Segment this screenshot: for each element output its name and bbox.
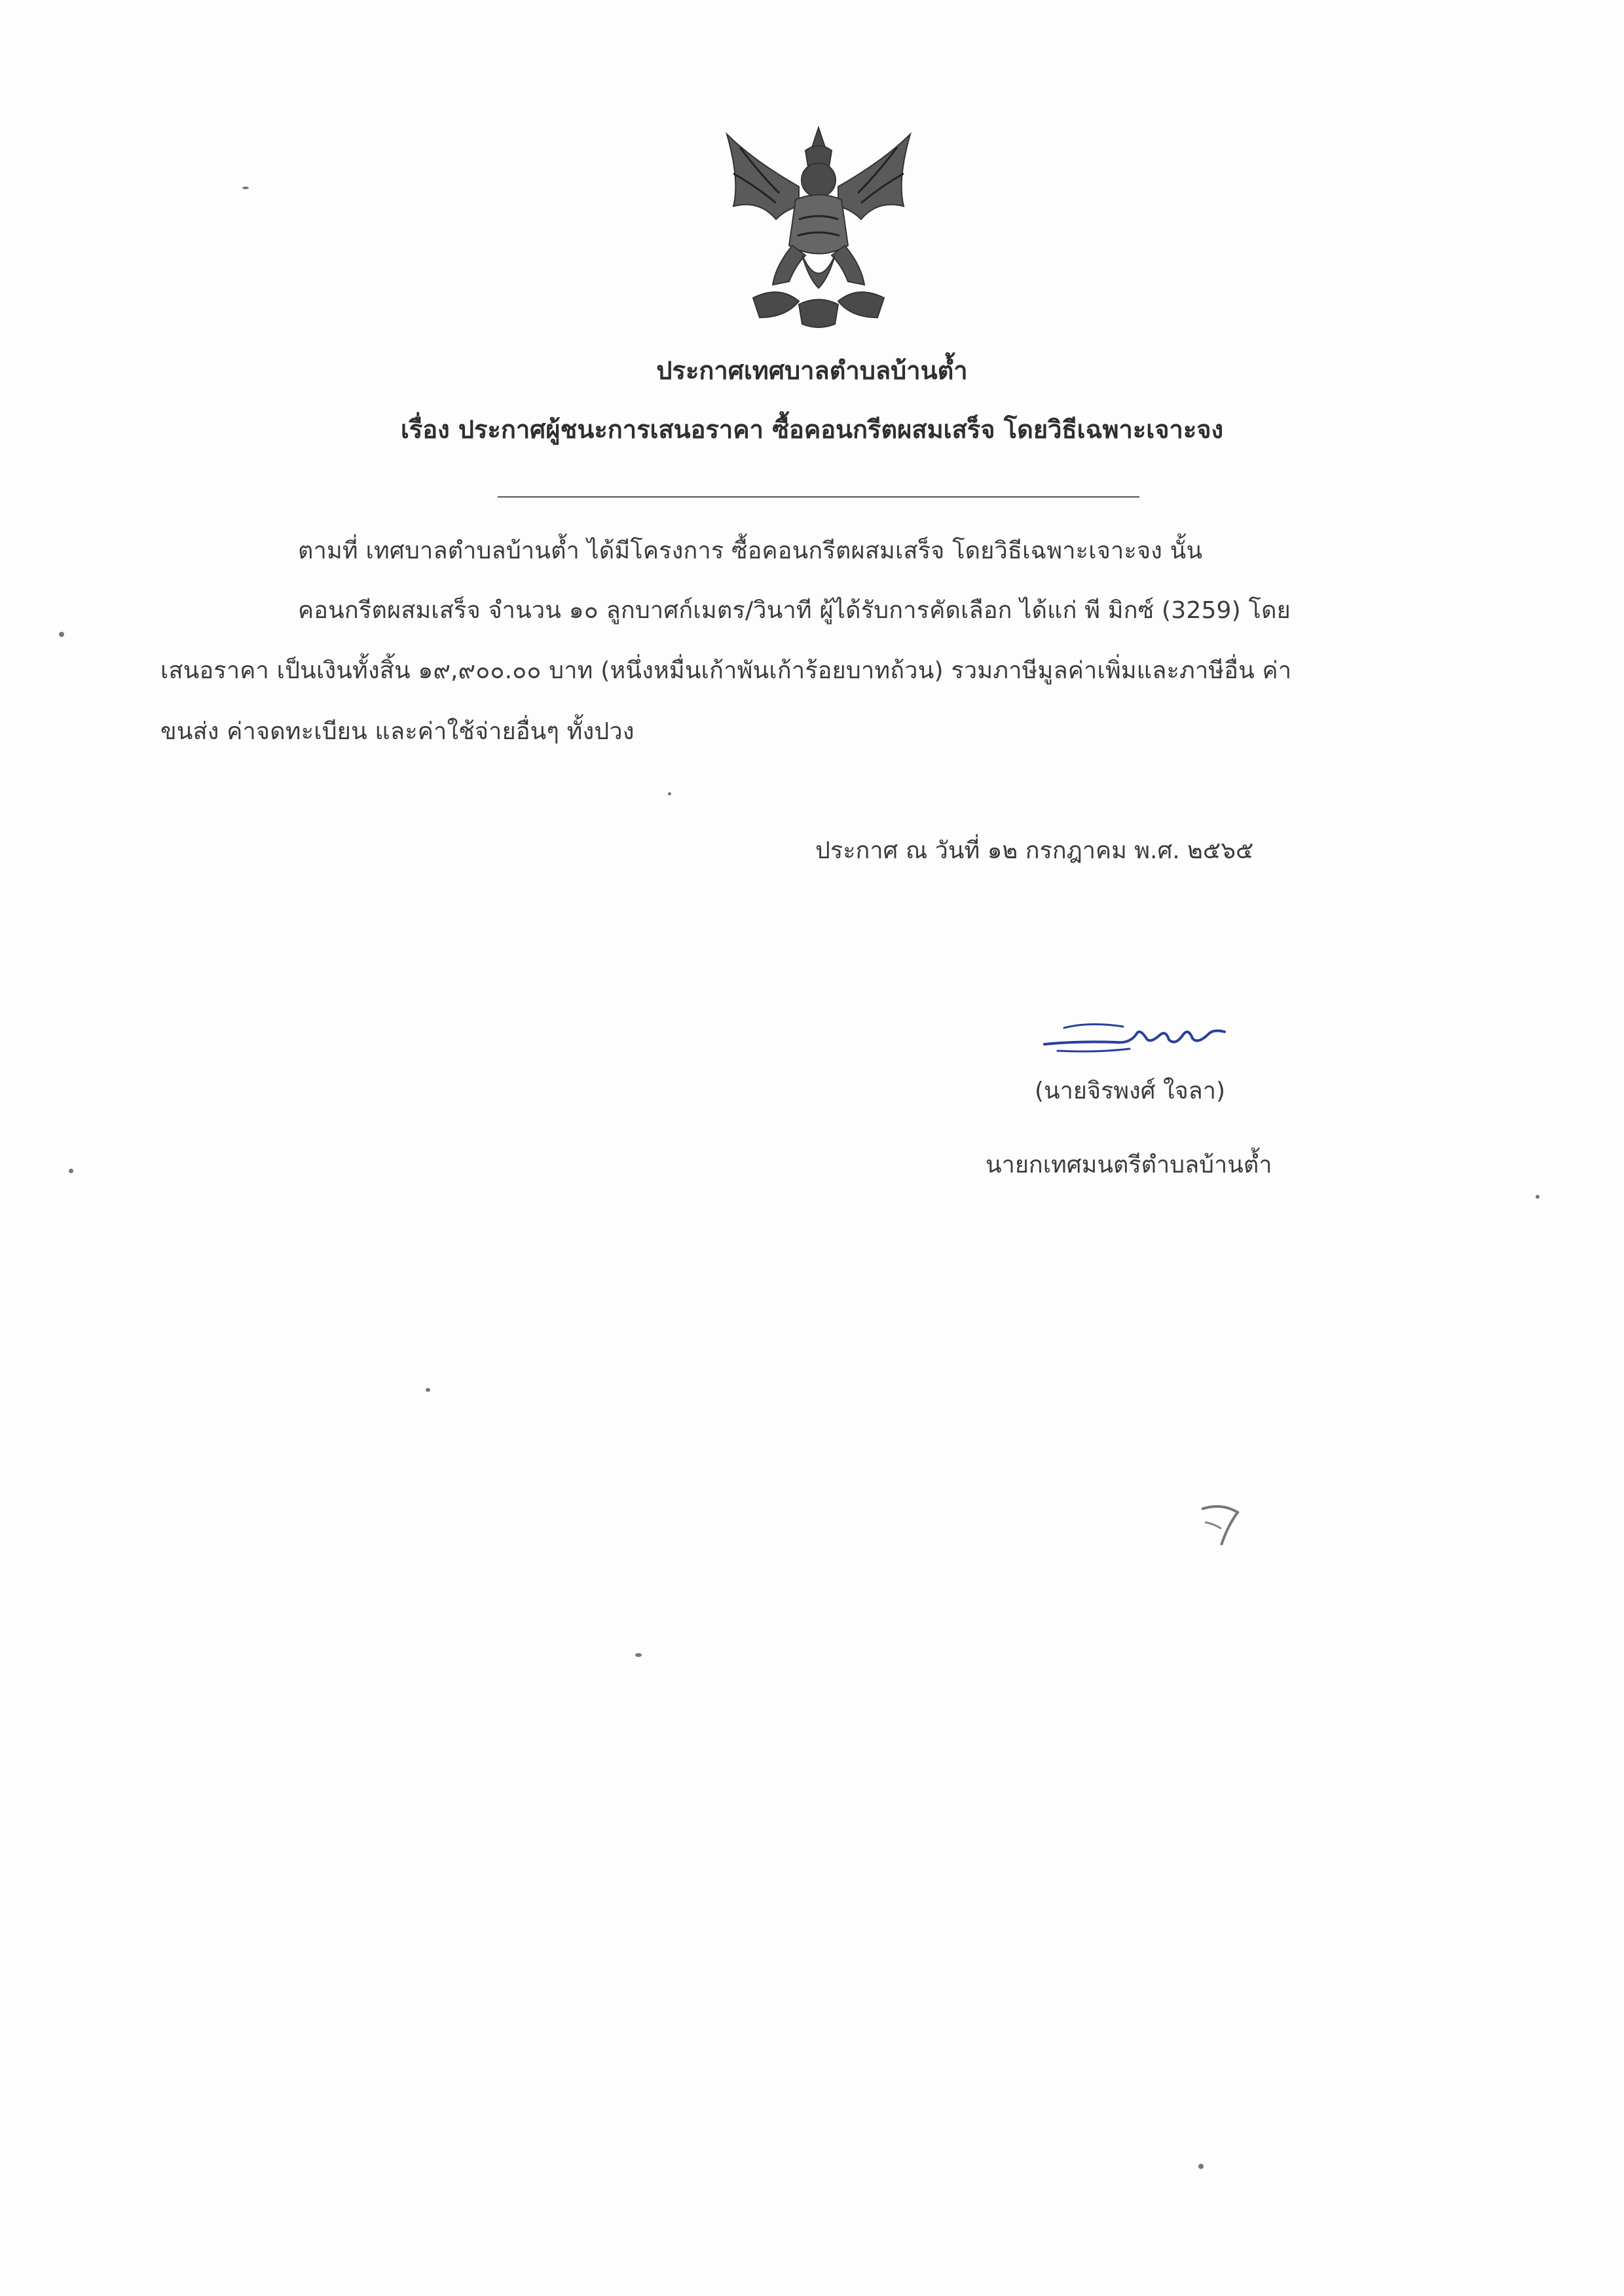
announcement-title: ประกาศเทศบาลตำบลบ้านต้ำ	[656, 356, 968, 385]
body-line-3: เสนอราคา เป็นเงินทั้งสิ้น ๑๙,๙๐๐.๐๐ บาท (หนึ่งหมื่นเก้าพันเก้าร้อยบาทถ้วน) รวมภาษีมูลค่าเพิ่มและภาษีอื่น ค่า	[160, 657, 1292, 684]
garuda-emblem-icon	[714, 121, 923, 337]
header-divider	[498, 496, 1139, 498]
scan-speck	[426, 1388, 430, 1392]
body-line-1: ตามที่ เทศบาลตำบลบ้านต้ำ ได้มีโครงการ ซื้อคอนกรีตผสมเสร็จ โดยวิธีเฉพาะเจาะจง นั้น	[298, 538, 1203, 564]
announcement-date: ประกาศ ณ วันที่ ๑๒ กรกฎาคม พ.ศ. ๒๕๖๕	[815, 837, 1254, 864]
scan-speck	[635, 1653, 642, 1657]
scan-speck	[1536, 1195, 1540, 1199]
scan-speck	[69, 1169, 73, 1173]
body-line-2: คอนกรีตผสมเสร็จ จำนวน ๑๐ ลูกบาศก์เมตร/วินาที ผู้ได้รับการคัดเลือก ได้แก่ พี มิกซ์ (3259) โดย	[298, 597, 1291, 624]
signatory-position: นายกเทศมนตรีตำบลบ้านต้ำ	[986, 1152, 1272, 1178]
scan-speck	[242, 187, 249, 189]
scan-mark	[1198, 1499, 1244, 1558]
scan-speck	[59, 632, 64, 637]
scan-speck	[1198, 2164, 1204, 2169]
body-line-4: ขนส่ง ค่าจดทะเบียน และค่าใช้จ่ายอื่นๆ ทั้งปวง	[160, 718, 635, 745]
handwritten-signature	[1038, 1015, 1234, 1061]
announcement-subject: เรื่อง ประกาศผู้ชนะการเสนอราคา ซื้อคอนกรีตผสมเสร็จ โดยวิธีเฉพาะเจาะจง	[400, 415, 1224, 444]
scan-speck	[668, 792, 671, 795]
signatory-name: (นายจิรพงศ์ ใจลา)	[1035, 1078, 1225, 1104]
